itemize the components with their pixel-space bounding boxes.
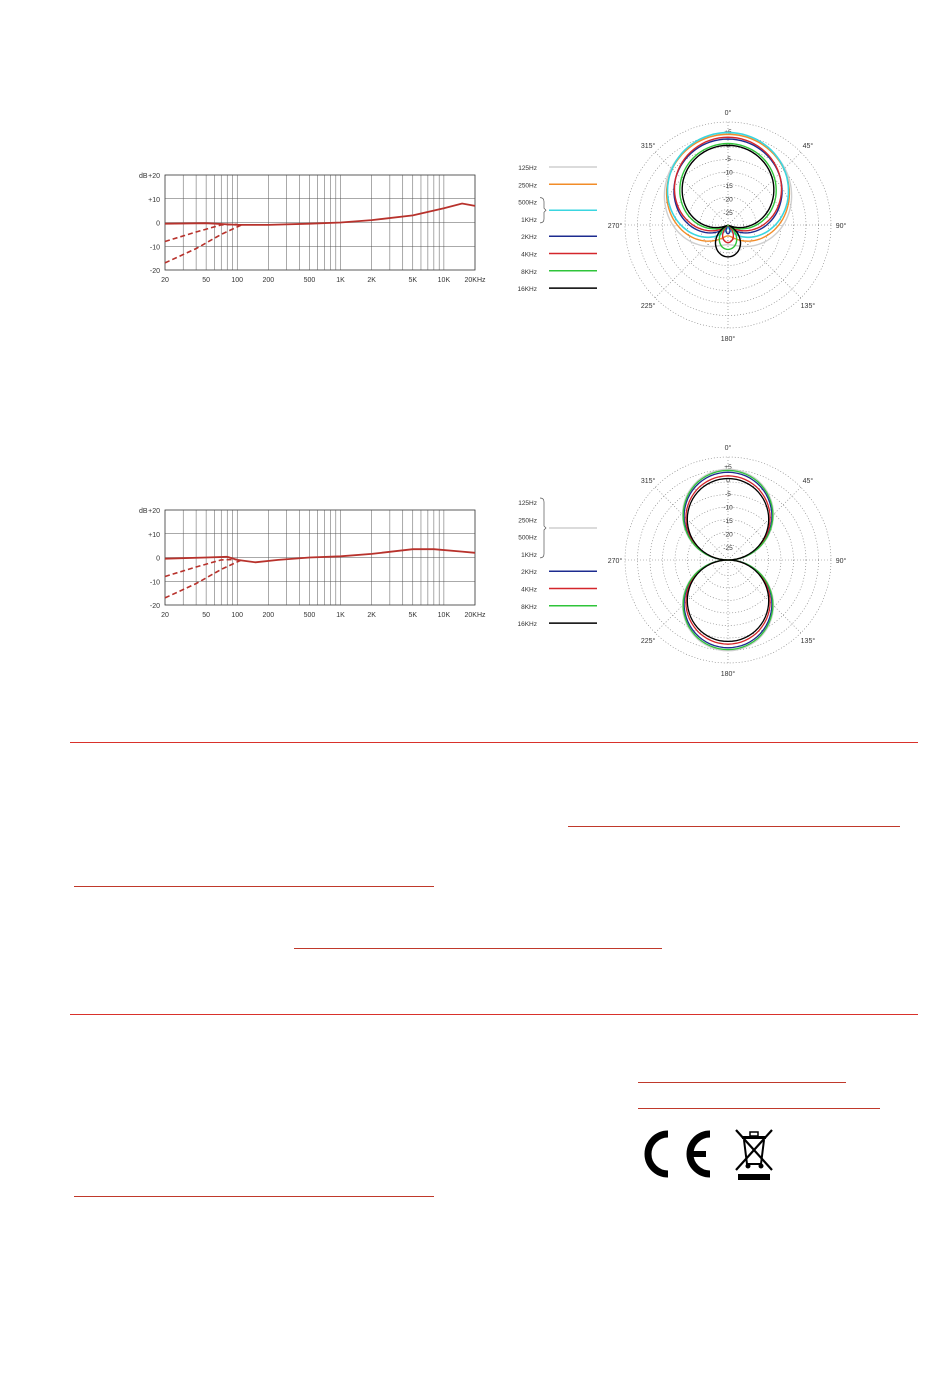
polar-ring-label: 0 xyxy=(726,477,730,485)
y-tick-label: -20 xyxy=(149,603,160,610)
section-divider-1 xyxy=(70,742,918,743)
x-tick-label: 200 xyxy=(262,612,275,619)
legend-bracket xyxy=(540,198,546,223)
x-tick-label: 2K xyxy=(367,277,376,284)
legend-label: 8KHz xyxy=(521,603,537,611)
legend-label: 500Hz xyxy=(518,199,537,207)
underline-2 xyxy=(74,886,434,887)
polar-ring-label: -15 xyxy=(723,183,733,190)
polar-pattern-chart-2 xyxy=(607,440,855,680)
y-tick-label: +20 xyxy=(148,508,160,515)
polar-ring-label: -5 xyxy=(725,491,731,498)
underline-4 xyxy=(638,1082,846,1083)
rolloff-curve xyxy=(165,559,237,576)
x-tick-label: 5K xyxy=(408,612,418,619)
x-tick-label: 50 xyxy=(202,612,211,619)
legend-label: 125Hz xyxy=(518,165,537,172)
polar-angle-label: 225° xyxy=(640,302,656,310)
x-tick-label: 20KHz xyxy=(464,277,486,284)
polar-ring-label: -10 xyxy=(723,504,733,512)
frequency-response-chart-1 xyxy=(130,165,500,290)
rolloff-curve xyxy=(165,560,242,598)
x-tick-label: 500 xyxy=(303,612,316,619)
legend-label: 4KHz xyxy=(521,586,537,594)
legend-label: 500Hz xyxy=(518,534,537,542)
section-divider-2 xyxy=(70,1014,918,1015)
polar-angle-label: 135° xyxy=(800,302,816,310)
rolloff-curve xyxy=(165,225,242,263)
x-tick-label: 500 xyxy=(303,277,316,284)
polar-ring-label: +5 xyxy=(724,464,732,471)
polar-angle-label: 0° xyxy=(724,445,732,452)
weee-bin-icon xyxy=(736,1130,772,1180)
legend-label: 16KHz xyxy=(517,621,537,629)
polar-angle-label: 315° xyxy=(640,143,656,151)
polar-angle-label: 45° xyxy=(802,143,814,151)
x-tick-label: 1K xyxy=(336,277,345,284)
legend-label: 1KHz xyxy=(521,216,537,224)
y-axis-prefix: dB xyxy=(139,508,148,515)
polar-ring-label: 0 xyxy=(726,142,730,150)
legend-label: 250Hz xyxy=(518,517,537,525)
polar-ring-label: +5 xyxy=(724,129,732,136)
x-tick-label: 200 xyxy=(262,277,275,284)
rolloff-curve xyxy=(165,224,237,241)
polar-angle-label: 90° xyxy=(835,223,847,230)
x-tick-label: 20 xyxy=(161,277,169,284)
x-tick-label: 10K xyxy=(437,277,451,284)
x-tick-label: 5K xyxy=(408,277,418,284)
legend-label: 16KHz xyxy=(517,286,537,294)
x-tick-label: 1K xyxy=(336,612,345,619)
legend-label: 1KHz xyxy=(521,551,537,559)
x-tick-label: 2K xyxy=(367,612,376,619)
legend-label: 125Hz xyxy=(518,500,537,507)
polar-angle-label: 270° xyxy=(607,223,623,230)
x-tick-label: 20KHz xyxy=(464,612,486,619)
legend-label: 2KHz xyxy=(521,234,537,242)
response-curve xyxy=(165,549,475,562)
y-tick-label: 0 xyxy=(156,555,160,563)
frequency-legend-1 xyxy=(505,155,605,300)
ce-mark-icon xyxy=(648,1134,710,1174)
frequency-legend-2 xyxy=(505,490,605,635)
legend-label: 4KHz xyxy=(521,251,537,259)
polar-ring-label: -15 xyxy=(723,518,733,525)
x-tick-label: 50 xyxy=(202,277,211,284)
y-tick-label: 0 xyxy=(156,220,160,228)
underline-3 xyxy=(294,948,662,949)
polar-angle-label: 180° xyxy=(720,671,736,678)
y-tick-label: -10 xyxy=(149,244,160,252)
underline-5 xyxy=(638,1108,880,1109)
polar-angle-label: 270° xyxy=(607,558,623,565)
response-curve xyxy=(165,204,475,225)
polar-angle-label: 180° xyxy=(720,336,736,343)
polar-ring-label: -20 xyxy=(723,531,733,539)
polar-angle-label: 0° xyxy=(724,110,732,117)
polar-angle-label: 315° xyxy=(640,478,656,486)
polar-ring-label: -25 xyxy=(723,545,733,552)
underline-6 xyxy=(74,1196,434,1197)
polar-angle-label: 45° xyxy=(802,478,814,486)
legend-label: 2KHz xyxy=(521,569,537,577)
y-tick-label: +10 xyxy=(148,196,160,204)
polar-ring-label: -5 xyxy=(725,156,731,163)
legend-bracket xyxy=(540,498,546,558)
y-tick-label: +10 xyxy=(148,531,160,539)
x-tick-label: 100 xyxy=(231,277,244,284)
polar-ring-label: -25 xyxy=(723,210,733,217)
polar-pattern-chart-1 xyxy=(607,105,855,345)
x-tick-label: 20 xyxy=(161,612,169,619)
legend-label: 8KHz xyxy=(521,268,537,276)
compliance-marks xyxy=(638,1128,778,1184)
underline-1 xyxy=(568,826,900,827)
polar-angle-label: 90° xyxy=(835,558,847,565)
y-tick-label: +20 xyxy=(148,173,160,180)
frequency-response-chart-2 xyxy=(130,500,500,625)
x-tick-label: 100 xyxy=(231,612,244,619)
legend-label: 250Hz xyxy=(518,182,537,190)
polar-ring-label: -20 xyxy=(723,196,733,204)
polar-ring-label: -10 xyxy=(723,169,733,177)
y-tick-label: -20 xyxy=(149,268,160,275)
y-axis-prefix: dB xyxy=(139,173,148,180)
polar-angle-label: 225° xyxy=(640,637,656,645)
x-tick-label: 10K xyxy=(437,612,451,619)
polar-angle-label: 135° xyxy=(800,637,816,645)
y-tick-label: -10 xyxy=(149,579,160,587)
